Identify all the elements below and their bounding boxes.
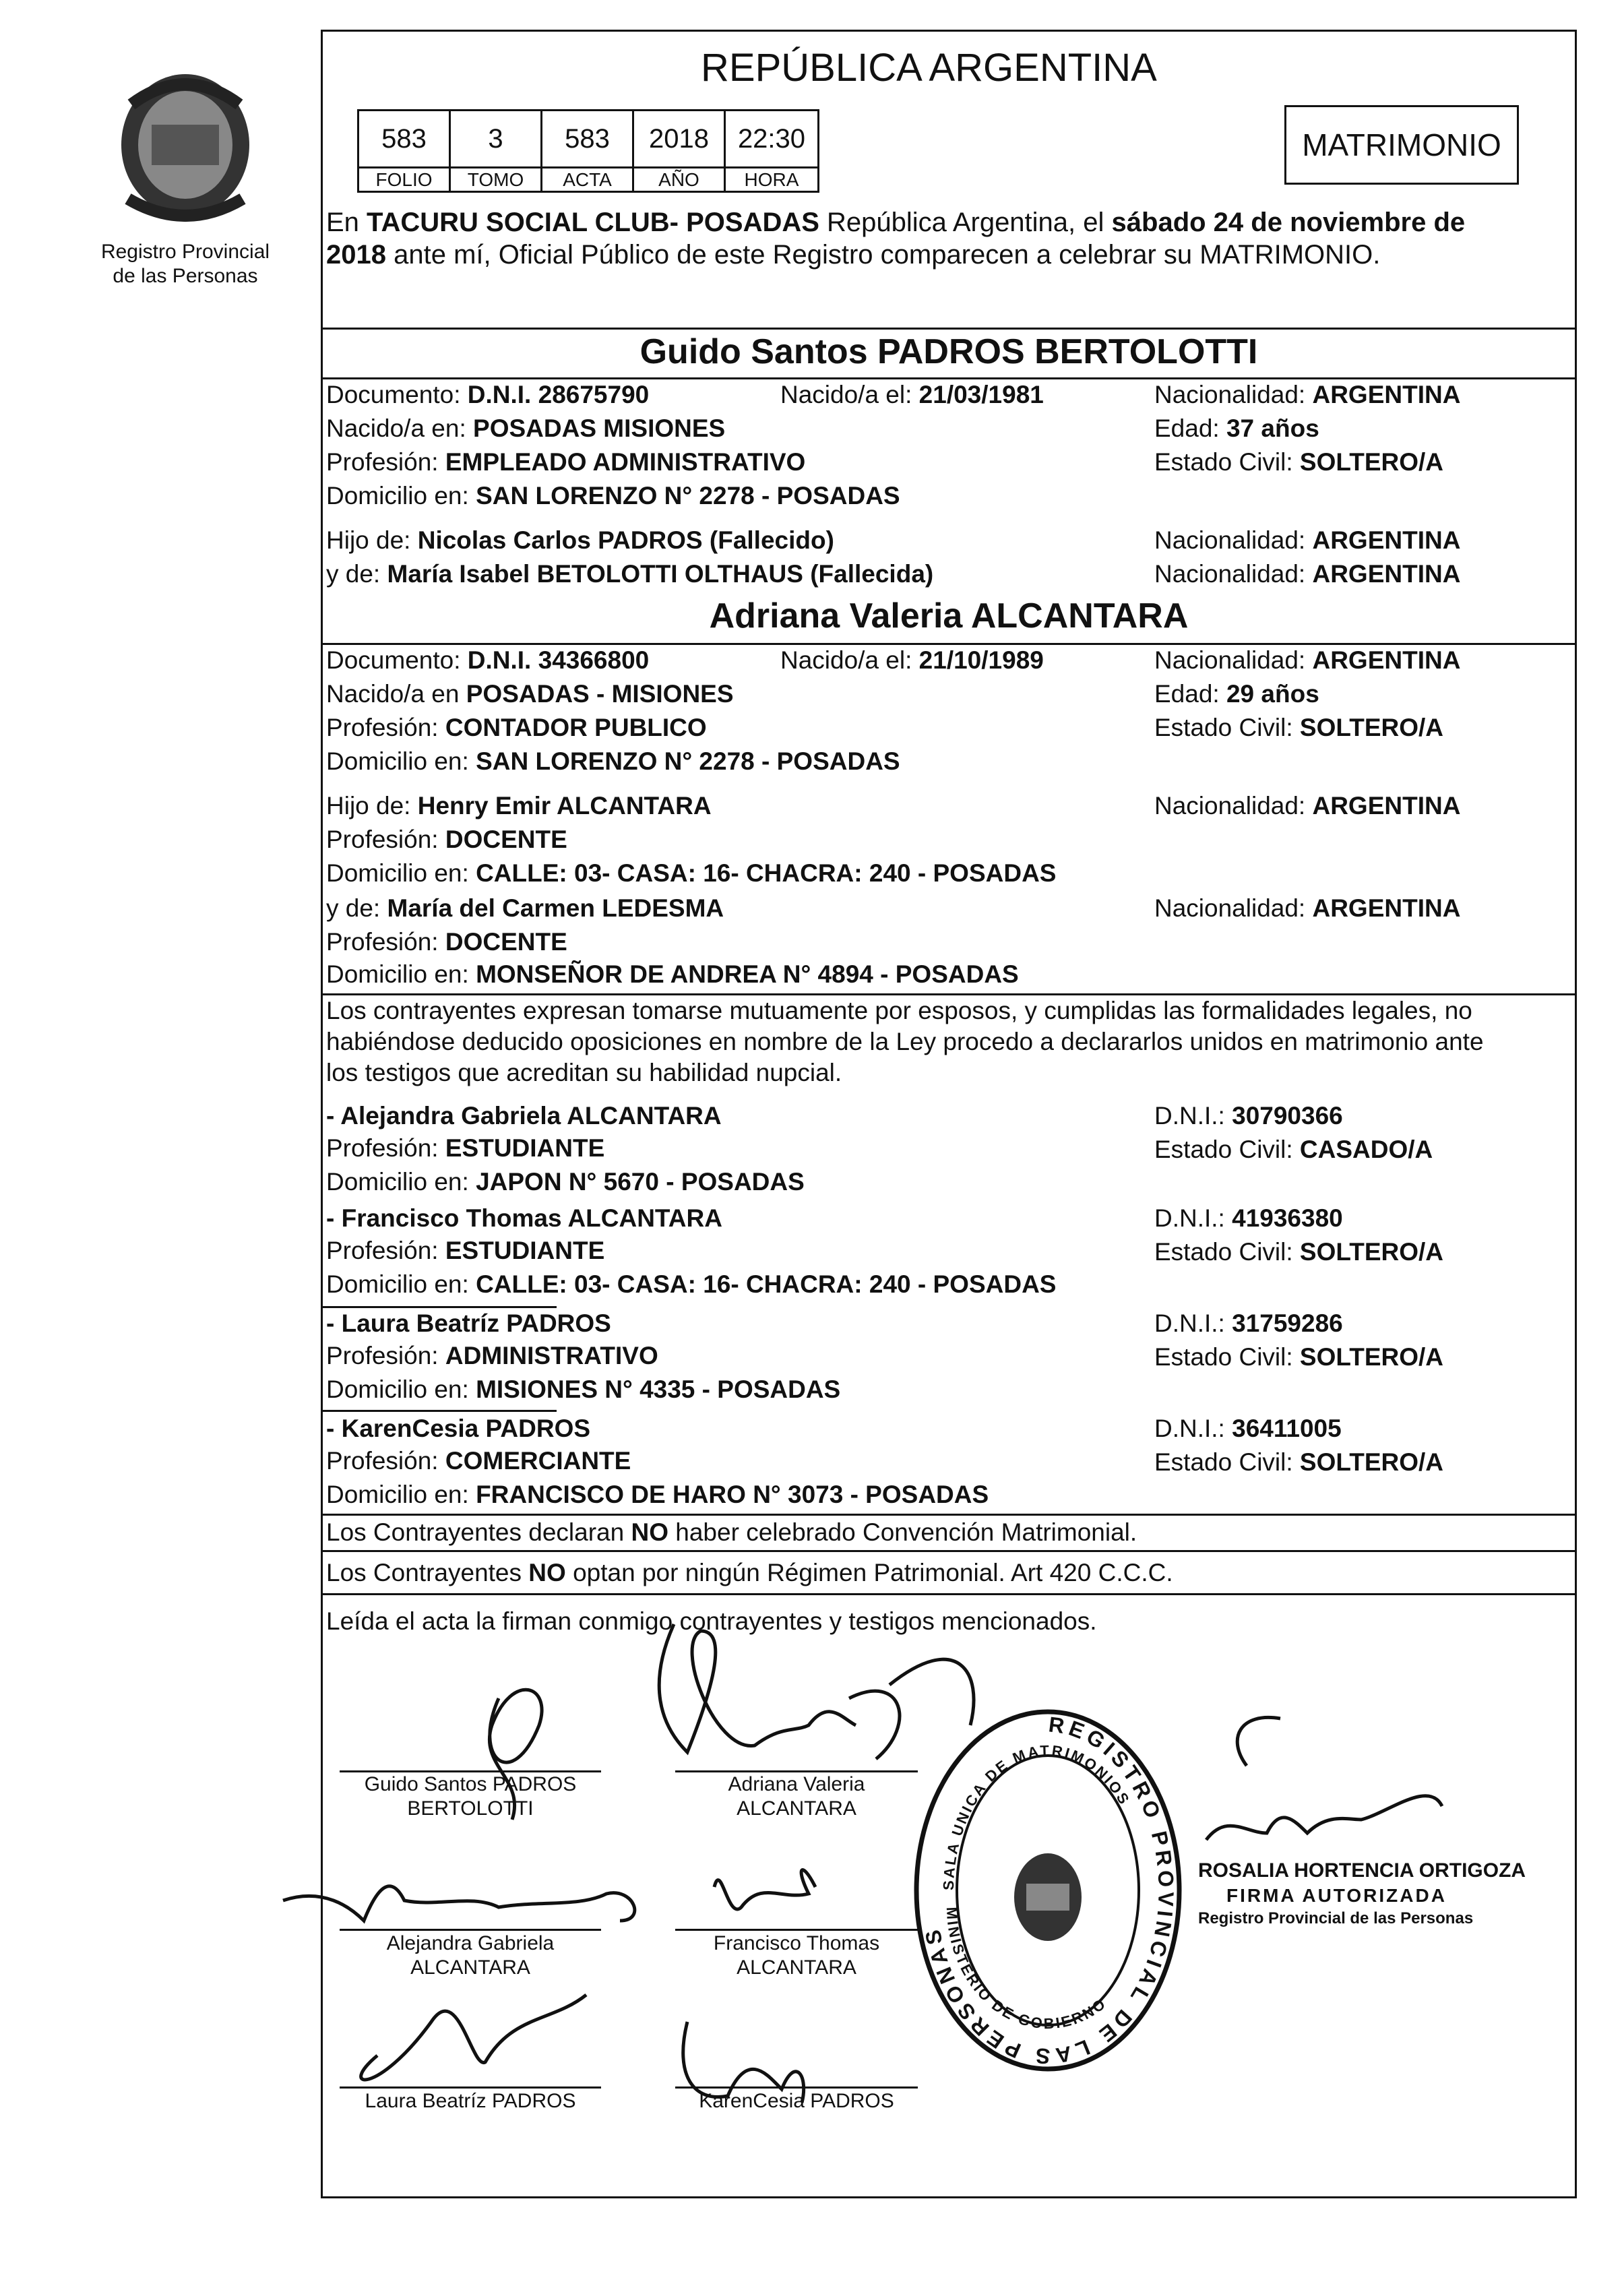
spouse2-birthplace: Nacido/a en POSADAS - MISIONES — [326, 680, 734, 708]
witness-address: Domicilio en: JAPON N° 5670 - POSADAS — [326, 1168, 805, 1196]
spouse1-birthdate: Nacido/a el: 21/03/1981 — [780, 381, 1044, 408]
registry-label-line2: de las Personas — [113, 265, 258, 287]
spouse2-father: Hijo de: Henry Emir ALCANTARA — [326, 792, 712, 820]
witness-civil-status: Estado Civil: CASADO/A — [1154, 1136, 1433, 1163]
signature-line — [340, 1929, 601, 1931]
divider — [321, 1410, 557, 1412]
year-value: 2018 — [634, 111, 726, 166]
spouse1-mother: y de: María Isabel BETOLOTTI OLTHAUS (Fallecida) — [326, 560, 934, 588]
witness-civil-status: Estado Civil: SOLTERO/A — [1154, 1343, 1444, 1371]
witness-profession: Profesión: ADMINISTRATIVO — [326, 1342, 658, 1369]
divider — [321, 1593, 1577, 1595]
witness-dni: D.N.I.: 41936380 — [1154, 1204, 1343, 1232]
signature-caption-witness2: Francisco Thomas ALCANTARA — [713, 1932, 880, 1979]
witness-profession: Profesión: COMERCIANTE — [326, 1447, 631, 1475]
spouse1-mother-nationality: Nacionalidad: ARGENTINA — [1154, 560, 1461, 588]
spouse2-address: Domicilio en: SAN LORENZO N° 2278 - POSADAS — [326, 747, 900, 775]
spouse2-profession: Profesión: CONTADOR PUBLICO — [326, 714, 707, 741]
acta-value: 583 — [542, 111, 634, 166]
registry-logo — [101, 64, 270, 233]
signature-caption-witness3: Laura Beatríz PADROS — [365, 2090, 576, 2112]
signature-line — [340, 2086, 601, 2089]
spouse2-mother-profession: Profesión: DOCENTE — [326, 928, 567, 956]
spouse1-nationality: Nacionalidad: ARGENTINA — [1154, 381, 1461, 408]
official-stamp — [906, 1705, 1189, 2076]
spouse1-age: Edad: 37 años — [1154, 414, 1319, 442]
signature-line — [675, 1929, 918, 1931]
divider — [321, 1514, 1577, 1516]
witness-dni: D.N.I.: 31759286 — [1154, 1309, 1343, 1337]
spouse2-mother-nationality: Nacionalidad: ARGENTINA — [1154, 894, 1461, 922]
tomo-label: TOMO — [451, 166, 542, 191]
witness-address: Domicilio en: FRANCISCO DE HARO N° 3073 - POSADAS — [326, 1481, 989, 1508]
svg-text:SALA UNICA DE MATRIMONIOS: SALA UNICA DE MATRIMONIOS — [939, 1741, 1134, 1891]
signature-caption-witness1: Alejandra Gabriela ALCANTARA — [386, 1932, 555, 1979]
spouse1-father: Hijo de: Nicolas Carlos PADROS (Fallecido) — [326, 526, 834, 554]
hour-label: HORA — [726, 166, 817, 191]
closing-statement: Leída el acta la firman conmigo contrayentes y testigos mencionados. — [326, 1607, 1097, 1635]
signature-caption-witness4: KarenCesia PADROS — [699, 2090, 894, 2112]
spouse2-mother: y de: María del Carmen LEDESMA — [326, 894, 724, 922]
spouse2-age: Edad: 29 años — [1154, 680, 1319, 708]
witness-dni: D.N.I.: 30790366 — [1154, 1102, 1343, 1130]
signature-line — [675, 2086, 918, 2089]
hour-value: 22:30 — [737, 123, 806, 154]
witness-address: Domicilio en: MISIONES N° 4335 - POSADAS — [326, 1375, 841, 1403]
signature-caption-spouse2: Adriana Valeria ALCANTARA — [728, 1773, 865, 1820]
official-name: ROSALIA HORTENCIA ORTIGOZA — [1198, 1859, 1526, 1882]
intro-line-2: 2018 ante mí, Oficial Público de este Registro comparecen a celebrar su MATRIMONIO. — [326, 240, 1381, 270]
official-org: Registro Provincial de las Personas — [1198, 1909, 1474, 1927]
svg-text:REGISTRO PROVINCIAL DE LAS PER: REGISTRO PROVINCIAL DE LAS PERSONAS — [919, 1712, 1179, 2069]
spouse1-address: Domicilio en: SAN LORENZO N° 2278 - POSADAS — [326, 482, 900, 509]
acta-label: ACTA — [542, 166, 634, 191]
declaration-line-1: Los contrayentes expresan tomarse mutuamente por esposos, y cumplidas las formalidades legales, no — [326, 997, 1472, 1024]
folio-value: 583 — [359, 111, 451, 166]
folio-label: FOLIO — [359, 166, 451, 191]
declaration-line-2: habiéndose deducido oposiciones en nombre de la Ley procedo a declararlos unidos en matrimonio ante — [326, 1028, 1484, 1055]
spouse1-birthplace: Nacido/a en: POSADAS MISIONES — [326, 414, 726, 442]
spouse2-mother-address: Domicilio en: MONSEÑOR DE ANDREA N° 4894 - POSADAS — [326, 960, 1019, 988]
act-header-table — [357, 109, 819, 193]
page-title: REPÚBLICA ARGENTINA — [701, 46, 1157, 90]
witness-profession: Profesión: ESTUDIANTE — [326, 1134, 605, 1162]
witness-civil-status: Estado Civil: SOLTERO/A — [1154, 1448, 1444, 1476]
year-label: AÑO — [634, 166, 726, 191]
witness-profession: Profesión: ESTUDIANTE — [326, 1237, 605, 1264]
spouse2-father-nationality: Nacionalidad: ARGENTINA — [1154, 792, 1461, 820]
spouse1-name: Guido Santos PADROS BERTOLOTTI — [639, 332, 1258, 371]
witness-dni: D.N.I.: 36411005 — [1154, 1415, 1342, 1442]
spouse1-civil-status: Estado Civil: SOLTERO/A — [1154, 448, 1444, 476]
convention-statement: Los Contrayentes declaran NO haber celebrado Convención Matrimonial. — [326, 1518, 1137, 1546]
witness-name: - KarenCesia PADROS — [326, 1415, 591, 1442]
stamp-seal-icon — [906, 1705, 1189, 2076]
divider — [321, 993, 1577, 995]
declaration-line-3: los testigos que acreditan su habilidad nupcial. — [326, 1059, 842, 1086]
spouse1-profession: Profesión: EMPLEADO ADMINISTRATIVO — [326, 448, 806, 476]
signature-caption-spouse1: Guido Santos PADROS BERTOLOTTI — [364, 1773, 577, 1820]
spouse2-birthdate: Nacido/a el: 21/10/1989 — [780, 646, 1044, 674]
divider — [321, 1306, 557, 1308]
witness-name: - Laura Beatríz PADROS — [326, 1309, 611, 1337]
witness-name: - Francisco Thomas ALCANTARA — [326, 1204, 722, 1232]
spouse2-doc: Documento: D.N.I. 34366800 — [326, 646, 650, 674]
divider — [321, 328, 1577, 330]
divider — [321, 1550, 1577, 1552]
spouse2-name: Adriana Valeria ALCANTARA — [709, 596, 1189, 636]
act-type-box: MATRIMONIO — [1284, 105, 1519, 185]
spouse2-nationality: Nacionalidad: ARGENTINA — [1154, 646, 1461, 674]
divider — [321, 377, 1577, 379]
tomo-value: 3 — [451, 111, 542, 166]
spouse1-doc: Documento: D.N.I. 28675790 — [326, 381, 650, 408]
province-seal-icon — [101, 64, 270, 233]
spouse2-civil-status: Estado Civil: SOLTERO/A — [1154, 714, 1444, 741]
witness-name: - Alejandra Gabriela ALCANTARA — [326, 1102, 722, 1130]
intro-line-1: En TACURU SOCIAL CLUB- POSADAS República Argentina, el sábado 24 de noviembre de — [326, 208, 1466, 237]
registry-label-line1: Registro Provincial — [100, 241, 270, 263]
witness-address: Domicilio en: CALLE: 03- CASA: 16- CHACRA: 240 - POSADAS — [326, 1270, 1057, 1298]
spouse2-father-profession: Profesión: DOCENTE — [326, 826, 567, 853]
spouse1-father-nationality: Nacionalidad: ARGENTINA — [1154, 526, 1461, 554]
spouse2-father-address: Domicilio en: CALLE: 03- CASA: 16- CHACRA: 240 - POSADAS — [326, 859, 1057, 887]
regime-statement: Los Contrayentes NO optan por ningún Régimen Patrimonial. Art 420 C.C.C. — [326, 1559, 1173, 1586]
witness-civil-status: Estado Civil: SOLTERO/A — [1154, 1238, 1444, 1266]
official-role: FIRMA AUTORIZADA — [1226, 1885, 1447, 1906]
svg-text:MINISTERIO DE GOBIERNO: MINISTERIO DE GOBIERNO — [943, 1906, 1111, 2033]
divider — [321, 643, 1577, 645]
